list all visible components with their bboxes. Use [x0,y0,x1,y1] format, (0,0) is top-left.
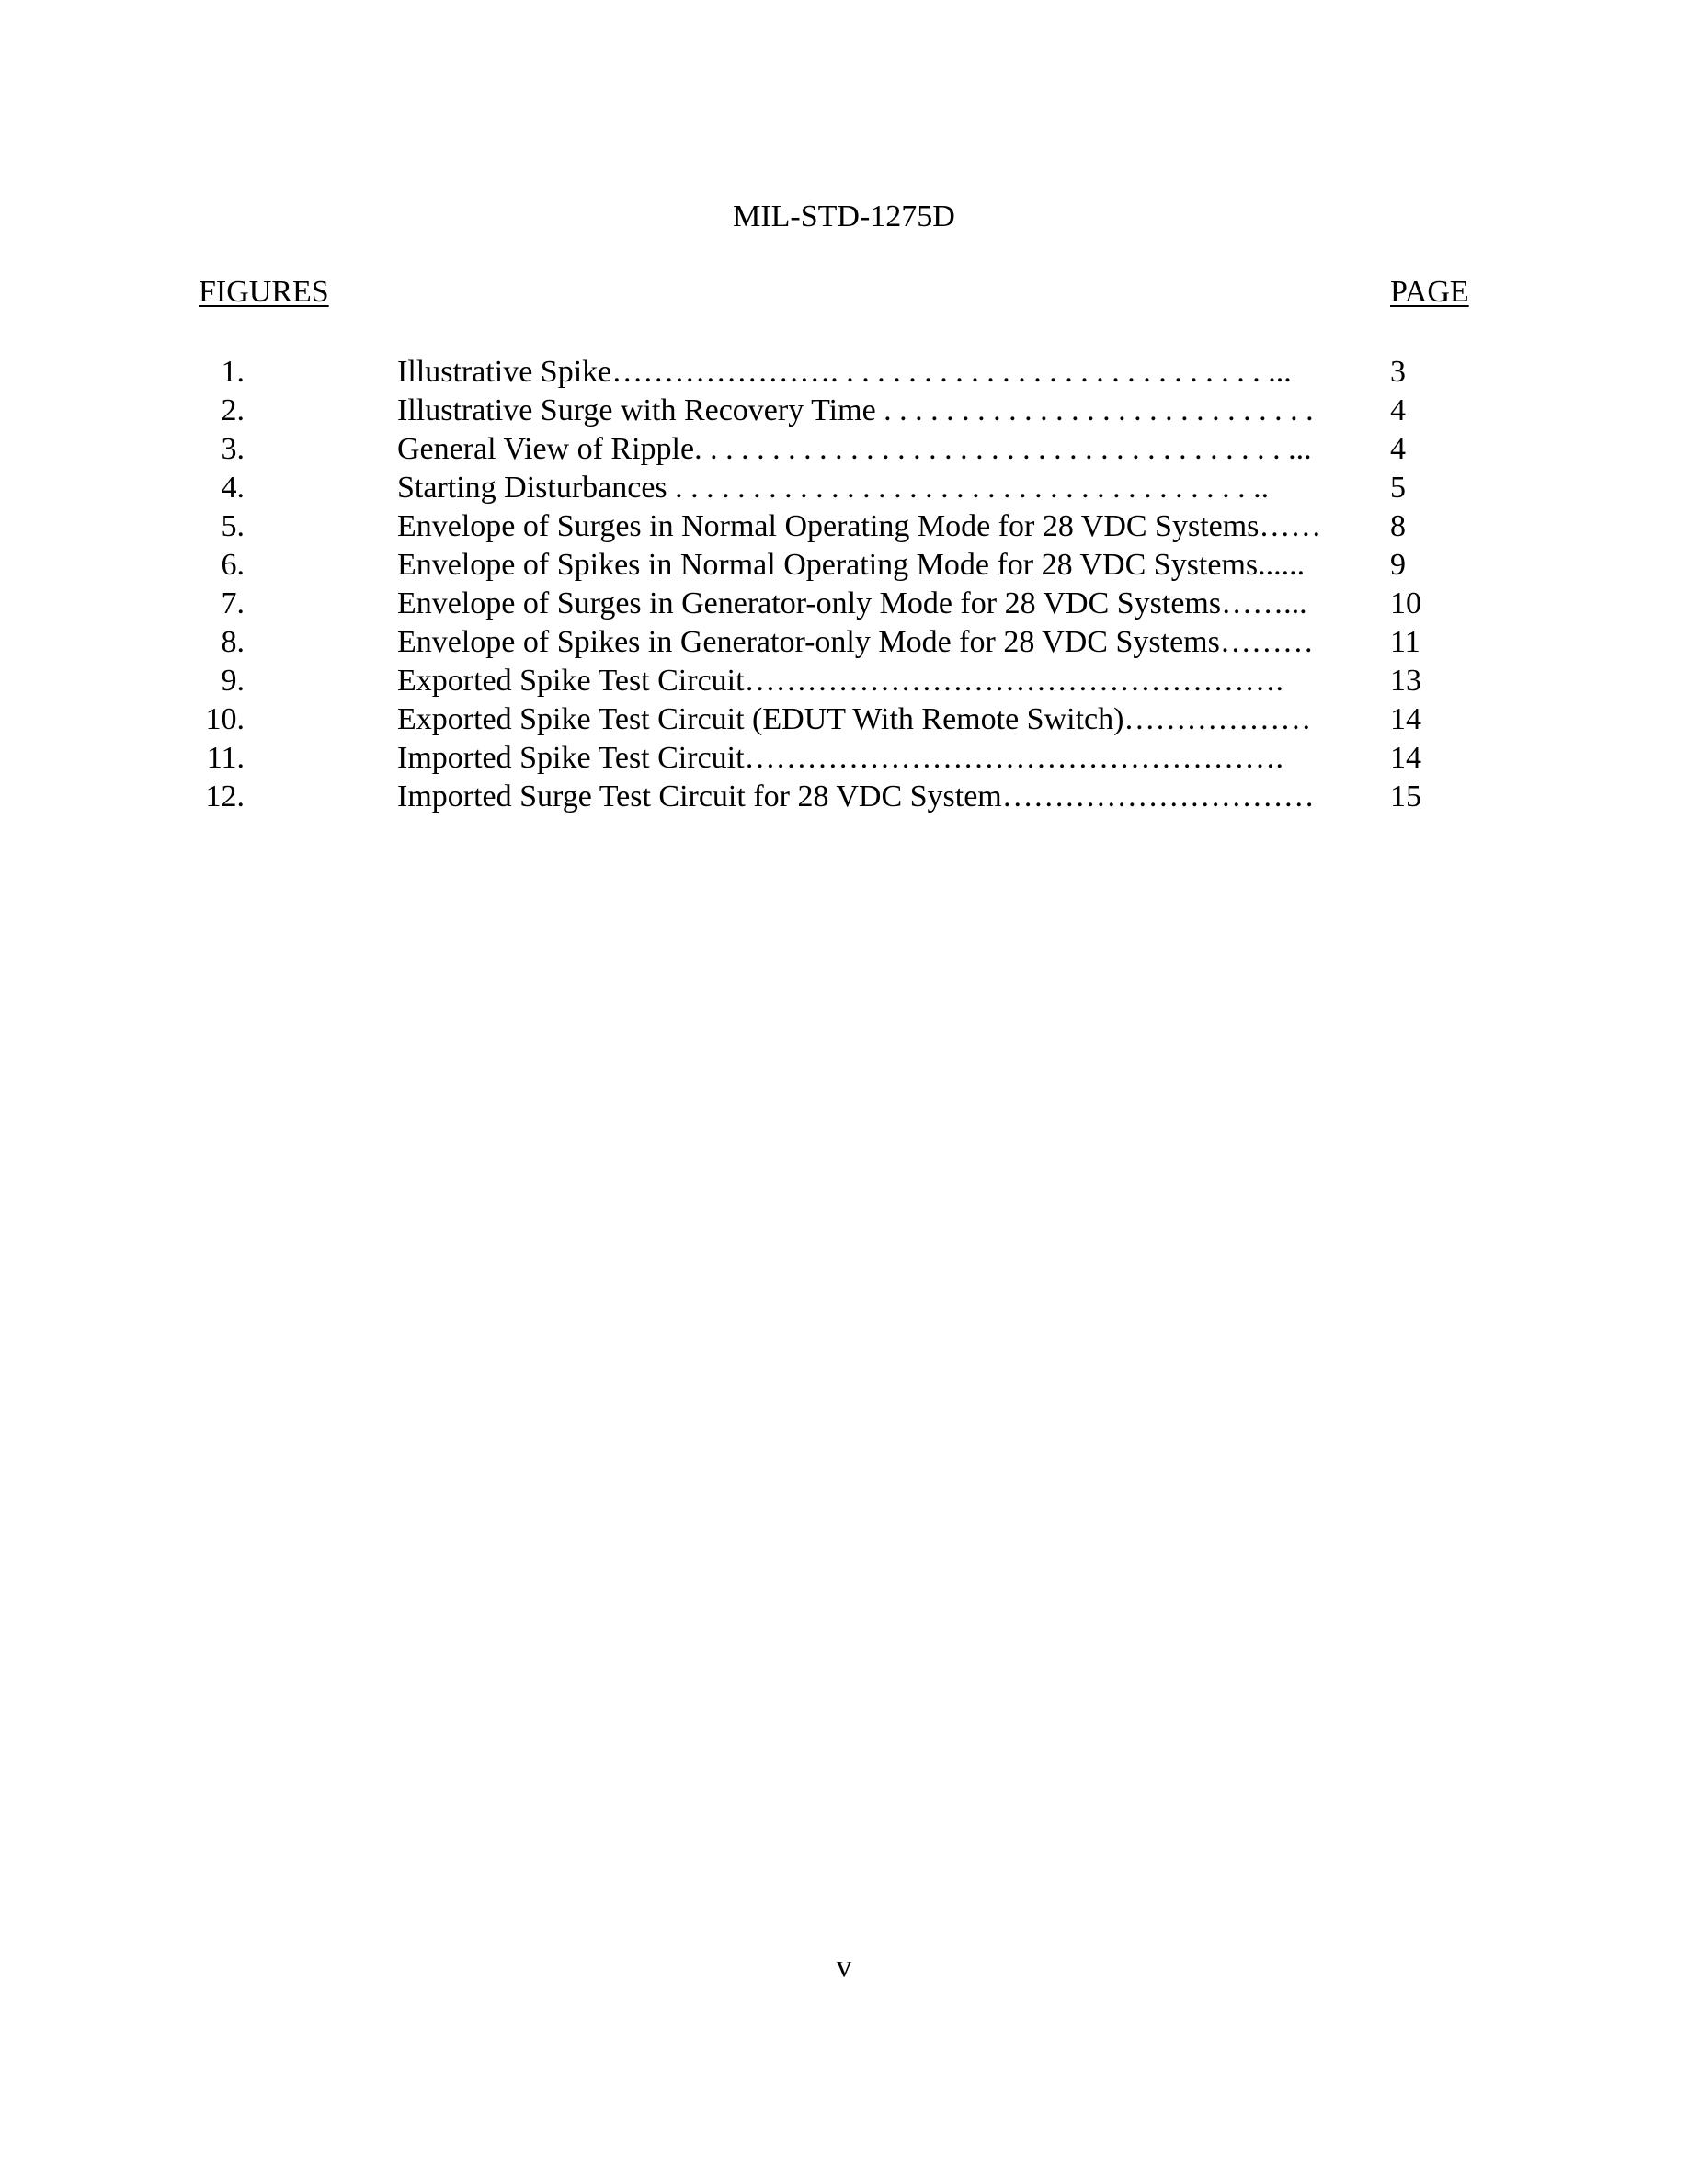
list-item [0,353,1688,392]
figure-title: Exported Spike Test Circuit……………………………………………. [397,664,1284,698]
figure-title: Imported Spike Test Circuit……………………………………………. [397,741,1284,775]
figures-list [0,353,1688,816]
figure-title: Illustrative Surge with Recovery Time . . . . . . . . . . . . . . . . . . . . . . . . . . . . [397,393,1314,427]
figure-number: 6. [221,548,245,582]
figure-number: 12. [205,779,245,813]
page-number: 8 [1390,509,1406,543]
page-number: 4 [1390,432,1406,466]
page-heading: PAGE [1390,275,1469,309]
list-item [0,507,1688,546]
list-item [0,469,1688,507]
figures-heading: FIGURES [199,275,329,309]
figure-title: Starting Disturbances . . . . . . . . . . . . . . . . . . . . . . . . . . . . . . . . . . . . . .. [397,471,1270,505]
figure-number: 8. [221,625,245,659]
list-item [0,700,1688,739]
list-item [0,430,1688,469]
figure-number: 5. [221,509,245,543]
page-number: 15 [1390,779,1421,813]
figure-title: Envelope of Surges in Normal Operating Mode for 28 VDC Systems…… [397,509,1322,543]
figure-title: General View of Ripple. . . . . . . . . . . . . . . . . . . . . . . . . . . . . . . . . . . . . . ... [397,432,1312,466]
figure-title: Imported Surge Test Circuit for 28 VDC System………………………… [397,779,1315,813]
figure-number: 7. [221,586,245,620]
figure-number: 2. [221,393,245,427]
figure-title: Envelope of Spikes in Generator-only Mode for 28 VDC Systems……… [397,625,1314,659]
figure-title: Envelope of Surges in Generator-only Mode for 28 VDC Systems……... [397,586,1307,620]
list-item [0,392,1688,430]
page-number: 13 [1390,664,1421,698]
figure-number: 10. [205,702,245,736]
page-number: 14 [1390,702,1421,736]
page-number: 5 [1390,471,1406,505]
list-item [0,662,1688,700]
figure-title: Illustrative Spike…………………. . . . . . . . . . . . . . . . . . . . . . . . . . . . ... [397,355,1292,389]
list-item [0,778,1688,816]
figure-title: Exported Spike Test Circuit (EDUT With Remote Switch)……………… [397,702,1312,736]
document-header: MIL-STD-1275D [733,199,955,233]
list-item [0,546,1688,585]
figure-number: 1. [221,355,245,389]
page-number: 9 [1390,548,1406,582]
list-item [0,739,1688,778]
figure-number: 3. [221,432,245,466]
page-number: 4 [1390,393,1406,427]
page-number: 3 [1390,355,1406,389]
page-number: 14 [1390,741,1421,775]
page-number: 11 [1390,625,1420,659]
figure-number: 4. [221,471,245,505]
page-number: 10 [1390,586,1421,620]
page-footer-number: v [836,1950,852,1984]
figure-number: 9. [221,664,245,698]
figure-title: Envelope of Spikes in Normal Operating Mode for 28 VDC Systems...... [397,548,1306,582]
list-item [0,585,1688,623]
list-item [0,623,1688,662]
figure-number: 11. [206,741,245,775]
